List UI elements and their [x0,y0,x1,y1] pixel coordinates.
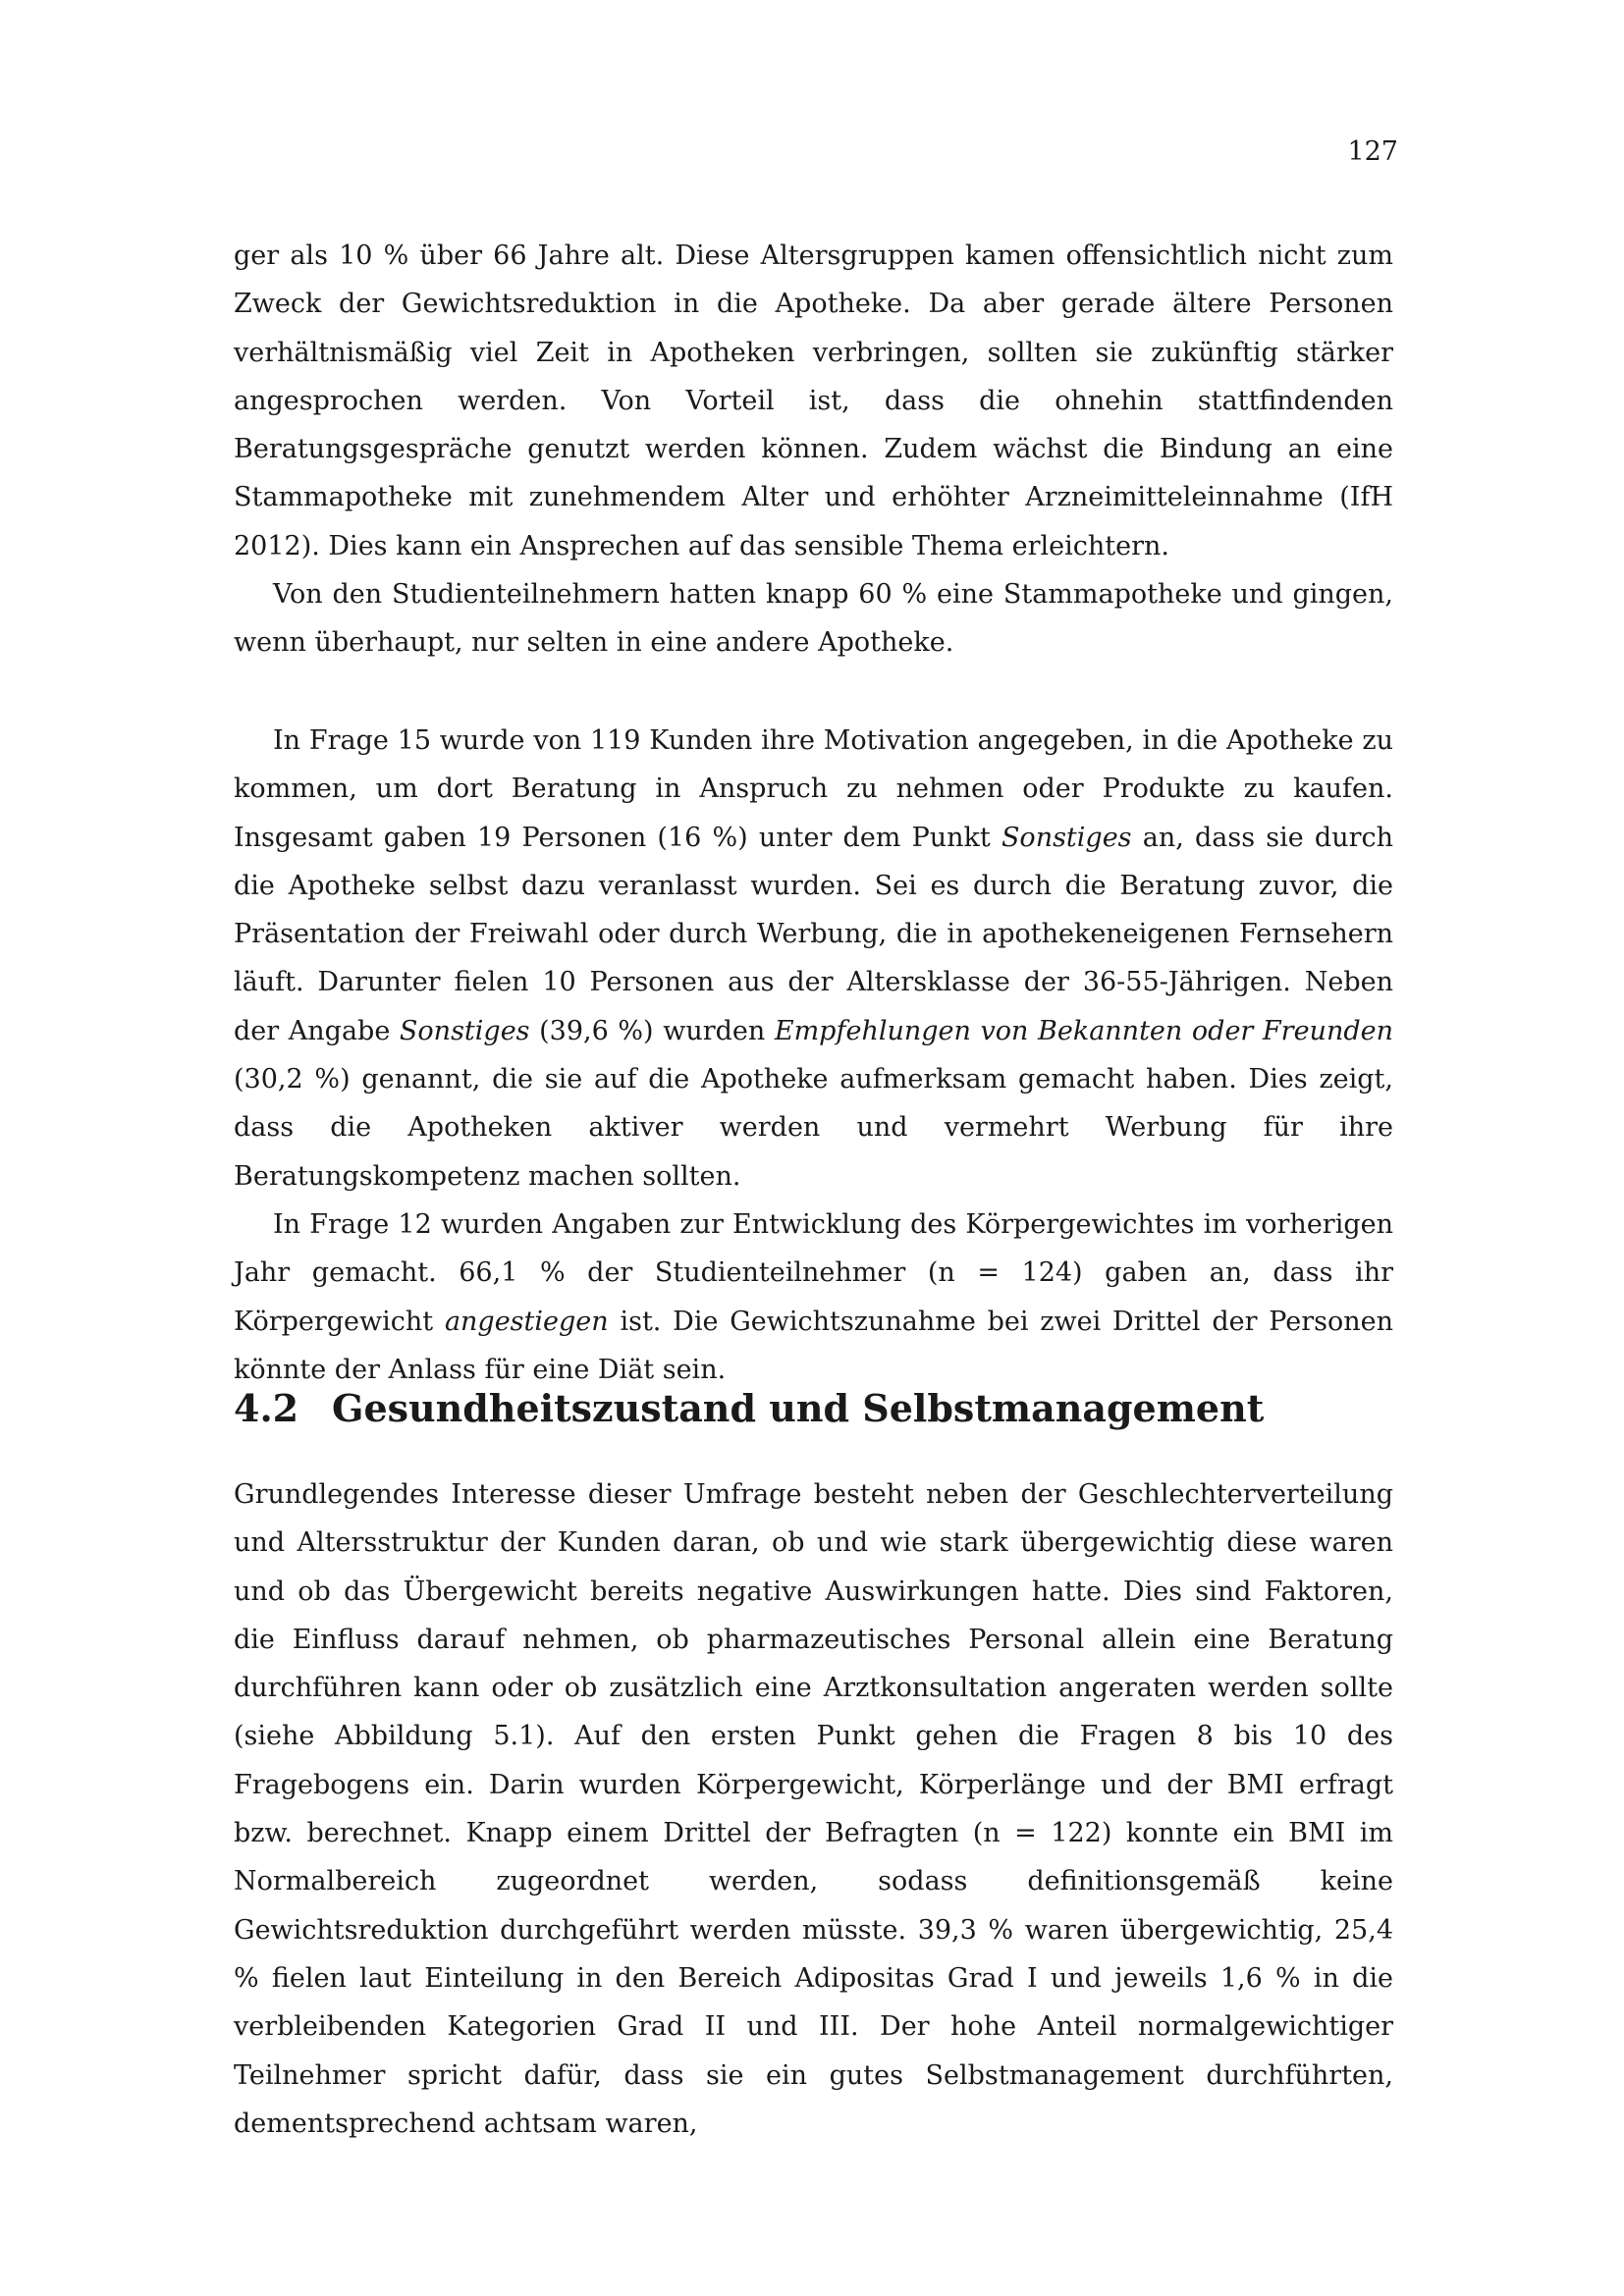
paragraph-stammapotheke: Von den Studienteilnehmern hatten knapp 60 % eine Stammapotheke und gingen, wenn überhaupt, nur selten in eine andere Apotheke. [234,579,1393,659]
section-number: 4.2 [234,1386,299,1430]
text-run: ist. Die Gewichtszunahme bei zwei Drittel der Personen könnte der Anlass für eine Diät sein. [234,1306,1393,1385]
text-block-top [234,232,1393,667]
page-number: 127 [1347,136,1398,167]
text-run: (30,2 %) genannt, die sie auf die Apotheke aufmerksam gemacht haben. Dies zeigt, dass die Apotheken aktiver werden und vermehrt Werbung für ihre Beratungskompetenz machen sollten. [234,1064,1393,1192]
emphasis-sonstiges: Sonstiges [399,1015,530,1046]
paragraph-motivation [234,717,1393,1201]
text-block-section [234,1470,1393,2148]
text-run: In Frage 12 wurden Angaben zur Entwicklung des Körpergewichtes im vorherigen Jahr gemacht. 66,1 % der Studienteilnehmer (n = 124) gaben an, dass ihr Körpergewicht [234,1208,1393,1337]
emphasis-sonstiges: Sonstiges [1001,822,1132,853]
text-run: (39,6 %) wurden [529,1015,775,1046]
text-block-middle [234,717,1393,1394]
section-heading [234,1384,1393,1433]
section-title: Gesundheitszustand und Selbstmanagement [332,1386,1265,1430]
paragraph-health-status: Grundlegendes Interesse dieser Umfrage besteht neben der Geschlechterverteilung und Altersstruktur der Kunden daran, ob und wie stark übergewichtig diese waren und ob das Übergewicht bereits negative Auswirkungen hatte. Dies sind Faktoren, die Einfluss darauf nehmen, ob pharmazeutisches Personal allein eine Beratung durchführen kann oder ob zusätzlich eine Arztkonsultation angeraten werden sollte (siehe Abbildung 5.1). Auf den ersten Punkt gehen die Fragen 8 bis 10 des Fragebogens ein. Darin wurden Körpergewicht, Körperlänge und der BMI erfragt bzw. berechnet. Knapp einem Drittel der Befragten (n = 122) konnte ein BMI im Normalbereich zugeordnet werden, sodass definitionsgemäß keine Gewichtsreduktion durchgeführt werden müsste. 39,3 % waren übergewichtig, 25,4 % fielen laut Einteilung in den Bereich Adipositas Grad I und jeweils 1,6 % in die verbleibenden Kategorien Grad II und III. Der hohe Anteil normalgewichtiger Teilnehmer spricht dafür, dass sie ein gutes Selbstmanagement durchführten, dementsprechend achtsam waren, [234,1479,1393,2139]
paragraph-body-weight [234,1201,1393,1394]
emphasis-empfehlungen: Empfehlungen von Bekannten oder Freunden [774,1015,1393,1046]
text-run: In Frage 15 wurde von 119 Kunden ihre Motivation angegeben, in die Apotheke zu kommen, um dort Beratung in Anspruch zu nehmen oder Produkte zu kaufen. Insgesamt gaben 19 Personen (16 %) unter dem Punkt [234,725,1393,853]
emphasis-angestiegen: angestiegen [444,1306,609,1337]
text-run: an, dass sie durch die Apotheke selbst dazu veranlasst wurden. Sei es durch die Beratung zuvor, die Präsentation der Freiwahl oder durch Werbung, die in apothekeneigenen Fernsehern läuft. Darunter fielen 10 Personen aus der Altersklasse der 36-55-Jährigen. Neben der Angabe [234,822,1393,1046]
paragraph-age-groups: ger als 10 % über 66 Jahre alt. Diese Altersgruppen kamen offensichtlich nicht zum Zweck der Gewichtsreduktion in die Apotheke. Da aber gerade ältere Personen verhältnismäßig viel Zeit in Apotheken verbringen, sollten sie zukünftig stärker angesprochen werden. Von Vorteil ist, dass die ohnehin stattfindenden Beratungsgespräche genutzt werden können. Zudem wächst die Bindung an eine Stammapotheke mit zunehmendem Alter und erhöhter Arzneimitteleinnahme (IfH 2012). Dies kann ein Ansprechen auf das sensible Thema erleichtern. [234,240,1393,561]
